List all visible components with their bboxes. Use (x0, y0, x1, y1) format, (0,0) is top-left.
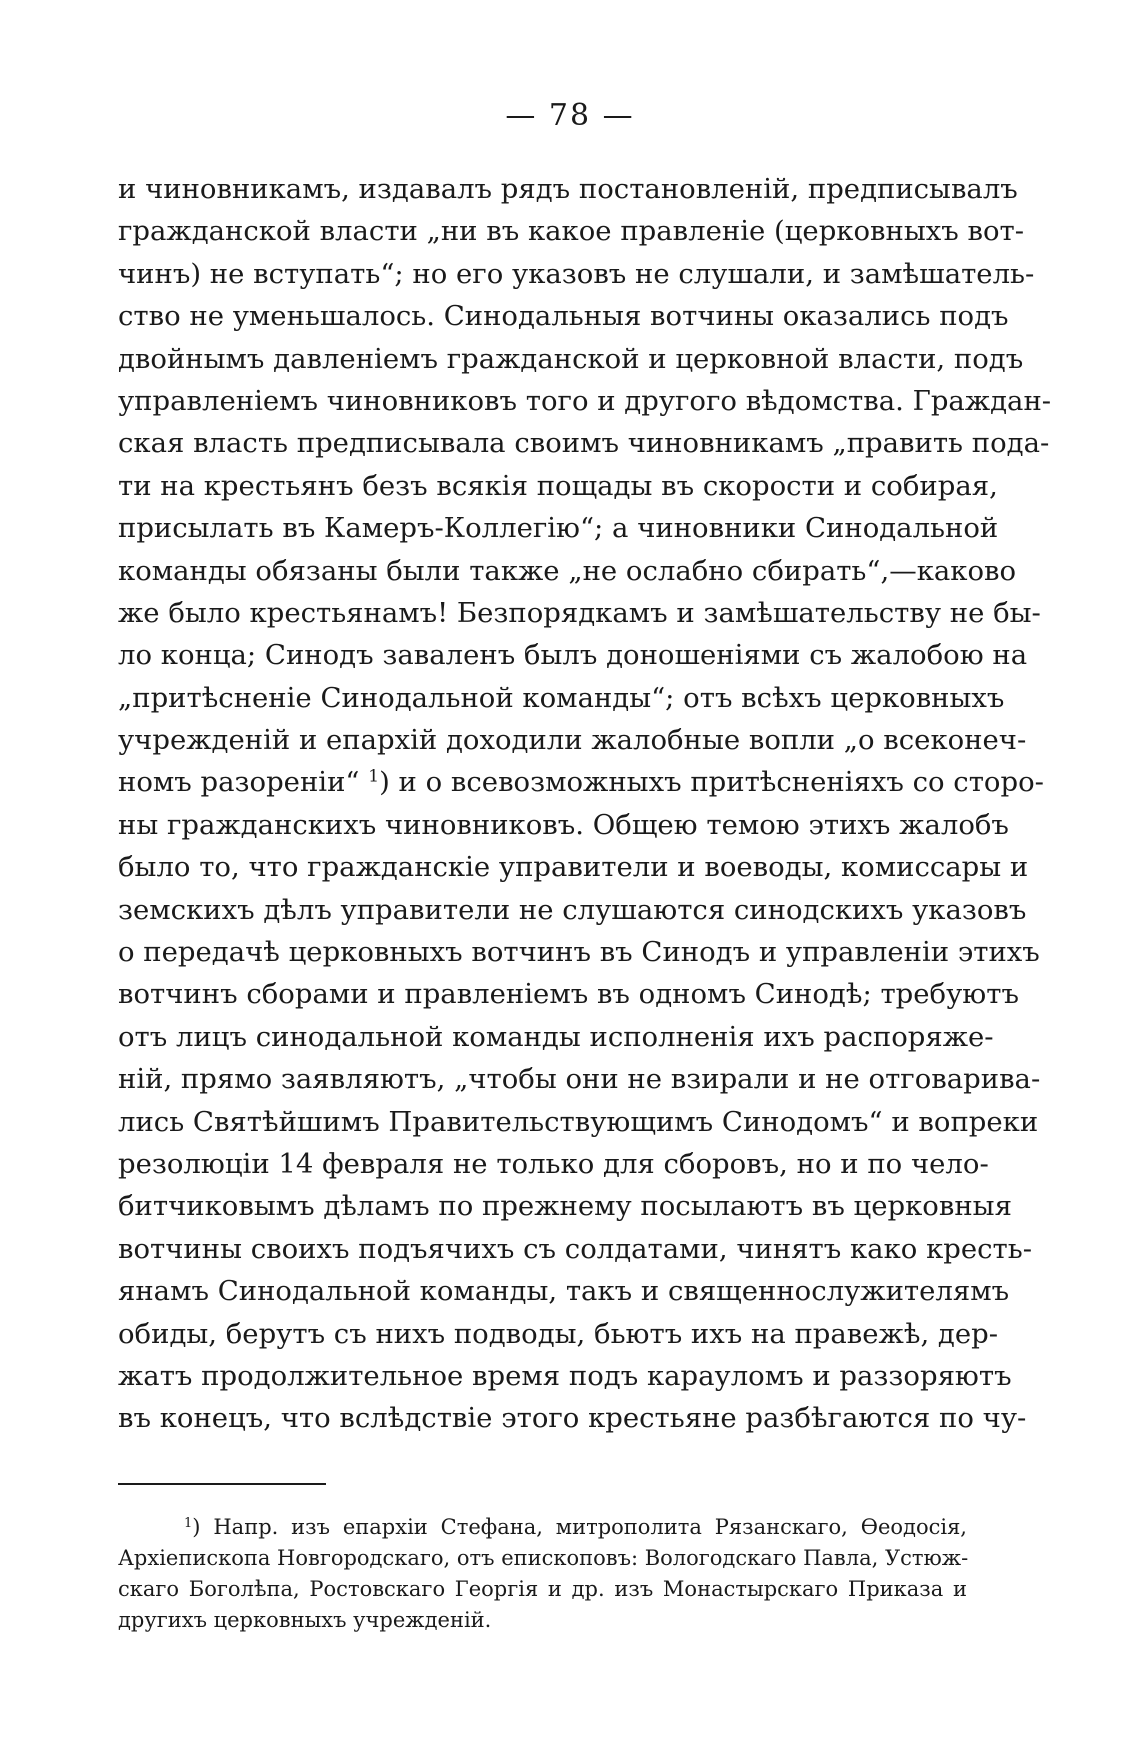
footnote-reference[interactable]: 1 (368, 767, 380, 788)
text-line: о передачѣ церковныхъ вотчинъ въ Синодъ и управленіи этихъ (118, 936, 1040, 969)
text-line: резолюціи 14 февраля не только для сборовъ, но и по чело- (118, 1147, 989, 1180)
footnote-line: скаго Боголѣпа, Ростовскаго Георгія и др. изъ Монастырскаго Приказа и (118, 1577, 967, 1601)
footnote (118, 1512, 967, 1636)
text-line: и чиновникамъ, издавалъ рядъ постановленій, предписывалъ (118, 173, 1018, 205)
footnote-marker-paren: ) (192, 1515, 201, 1539)
text-line: вотчинъ сборами и правленіемъ въ одномъ Синодѣ; требуютъ (118, 978, 1019, 1011)
page-number: — 78 — (505, 98, 635, 133)
text-line: ло конца; Синодъ заваленъ былъ доношеніями съ жалобою на (118, 639, 1028, 672)
text-line-with-footnote-ref (118, 761, 1044, 803)
text-line: жатъ продолжительное время подъ карауломъ и раззоряютъ (118, 1359, 1012, 1392)
text-line: битчиковымъ дѣламъ по прежнему посылаютъ въ церковныя (118, 1190, 1012, 1223)
body-text (118, 168, 1052, 1440)
text-line: отъ лицъ синодальной команды исполненія ихъ распоряже- (118, 1020, 994, 1053)
footnote-line: Архіепископа Новгородскаго, отъ епископовъ: Вологодскаго Павла, Устюж- (118, 1546, 969, 1570)
text-line: присылать въ Камеръ-Коллегію“; а чиновники Синодальной (118, 512, 999, 545)
text-line: лись Святѣйшимъ Правительствующимъ Синодомъ“ и вопреки (118, 1105, 1039, 1138)
text-line: команды обязаны были также „не ослабно сбирать“,—каково (118, 554, 1017, 587)
footnote-text: Напр. изъ епархіи Стефана, митрополита Рязанскаго, Ѳеодосія, (213, 1515, 967, 1539)
text-line: управленіемъ чиновниковъ того и другого вѣдомства. Граждан- (118, 384, 1052, 417)
text-line: ны гражданскихъ чиновниковъ. Общею темою этихъ жалобъ (118, 808, 1009, 841)
text-line: „притѣсненіе Синодальной команды“; отъ всѣхъ церковныхъ (118, 681, 1005, 714)
footnote-divider (118, 1483, 326, 1485)
footnote-marker: 1 (184, 1515, 193, 1531)
text-line: вотчины своихъ подъячихъ съ солдатами, чинятъ како кресть- (118, 1232, 1033, 1265)
footnote-line (118, 1512, 967, 1543)
text-line: гражданской власти „ни въ какое правленіе (церковныхъ вот- (118, 215, 1025, 248)
text-line: ній, прямо заявляютъ, „чтобы они не взирали и не отговарива- (118, 1063, 1041, 1096)
text-line: ство не уменьшалось. Синодальныя вотчины оказались подъ (118, 300, 1009, 333)
footnote-line: другихъ церковныхъ учрежденій. (118, 1608, 492, 1632)
text-line: двойнымъ давленіемъ гражданской и церковной власти, подъ (118, 342, 1024, 375)
text-line: обиды, берутъ съ нихъ подводы, бьютъ ихъ на правежѣ, дер- (118, 1317, 999, 1350)
text-segment: и о всевозможныхъ притѣсненіяхъ со сторо- (398, 766, 1044, 799)
text-line: чинъ) не вступать“; но его указовъ не слушали, и замѣшатель- (118, 257, 1035, 290)
text-line: же было крестьянамъ! Безпорядкамъ и замѣшательству не бы- (118, 596, 1041, 629)
text-line: было то, что гражданскіе управители и воеводы, комиссары и (118, 851, 1029, 884)
text-line: въ конецъ, что вслѣдствіе этого крестьяне разбѣгаются по чу- (118, 1402, 1027, 1435)
text-line: янамъ Синодальной команды, такъ и священнослужителямъ (118, 1275, 1010, 1308)
text-segment: номъ разореніи“ (118, 766, 360, 799)
footnote-reference-paren: ) (379, 766, 390, 799)
text-line: земскихъ дѣлъ управители не слушаются синодскихъ указовъ (118, 893, 1027, 926)
text-line: учрежденій и епархій доходили жалобные вопли „о всеконеч- (118, 724, 1027, 757)
text-line: ти на крестьянъ безъ всякія пощады въ скорости и собирая, (118, 469, 998, 502)
text-line: ская власть предписывала своимъ чиновникамъ „править пода- (118, 427, 1050, 460)
